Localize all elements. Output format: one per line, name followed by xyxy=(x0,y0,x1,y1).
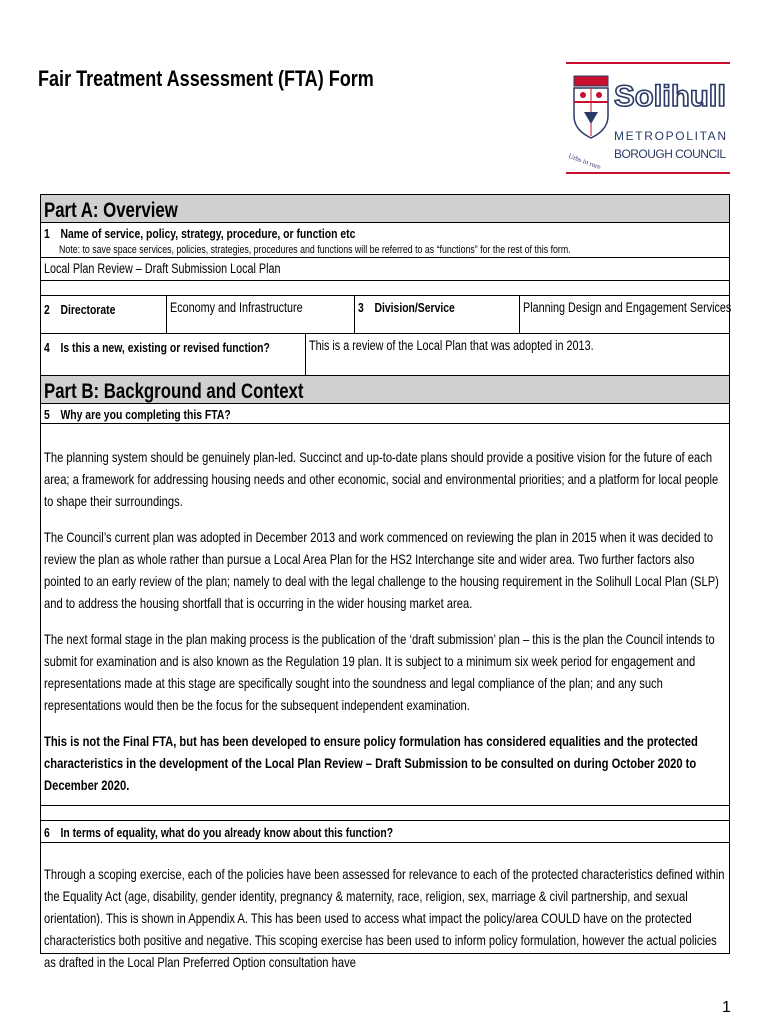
q4-answer[interactable]: This is a review of the Local Plan that was adopted in 2013. xyxy=(309,338,594,353)
q3-number: 3 xyxy=(358,300,364,315)
fta-form xyxy=(40,194,732,970)
q6-paragraph: Through a scoping exercise, each of the policies have been assessed for relevance to each of the protected characteristics defined within the Equality Act (age, disability, gender identity, pregnancy & maternity, race, religion, sex, marriage & civil partnership, and sexual orientation). This is shown in Appendix A. This has been used to access what impact the policy/area COULD have on the protected characteristics both positive and negative. This scoping exercise has been used to inform policy formulation, however the actual policies as drafted in the Local Plan Preferred Option consultation have xyxy=(44,866,725,970)
q5-bold-paragraph: This is not the Final FTA, but has been developed to ensure policy formulation has considered equalities and the protected characteristics in the development of the Local Plan Review – Draft Submission to be consulted on during October 2020 to December 2020. xyxy=(44,733,698,793)
council-logo xyxy=(566,62,730,176)
part-b-heading: Part B: Background and Context xyxy=(41,376,729,404)
q2-q3-row xyxy=(41,296,732,334)
q1-answer[interactable]: Local Plan Review – Draft Submission Local Plan xyxy=(44,261,281,276)
logo-motto: Urbs in rure xyxy=(567,152,602,172)
q6-row xyxy=(41,821,729,843)
q4-row xyxy=(41,334,729,376)
q1-number: 1 xyxy=(44,226,50,241)
q2-label: Directorate xyxy=(60,302,116,317)
council-crest-icon xyxy=(574,76,608,138)
q1-label: Name of service, policy, strategy, procedure, or function etc xyxy=(60,226,356,241)
logo-name: Solihull xyxy=(614,80,726,113)
logo-line2: BOROUGH COUNCIL xyxy=(614,147,726,161)
page-number: 1 xyxy=(722,999,731,1016)
logo-bottom-rule xyxy=(566,172,730,174)
logo-line1: METROPOLITAN xyxy=(614,129,726,143)
q5-number: 5 xyxy=(44,407,50,422)
q5-label: Why are you completing this FTA? xyxy=(60,407,231,422)
q5-paragraph: The Council’s current plan was adopted in December 2013 and work commenced on reviewing the plan in 2015 when it was decided to review the plan as whole rather than pursue a Local Area Plan for the HS2 Interchange site and wider area. Two further factors also pointed to an early review of the plan; namely to deal with the legal challenge to the housing requirement in the Solihull Local Plan (SLP) and to address the housing shortfall that is occurring in the wider housing market area. xyxy=(44,529,719,611)
q5-answer[interactable] xyxy=(41,424,729,806)
q6-label: In terms of equality, what do you already know about this function? xyxy=(60,825,394,840)
q4-label: Is this a new, existing or revised function? xyxy=(60,340,270,355)
q3-answer[interactable]: Planning Design and Engagement Services xyxy=(523,300,732,315)
page-title: Fair Treatment Assessment (FTA) Form xyxy=(38,66,374,91)
q1-row xyxy=(41,223,729,281)
part-a-heading: Part A: Overview xyxy=(41,195,729,223)
q2-number: 2 xyxy=(44,302,50,317)
q5-row xyxy=(41,404,729,424)
q2-answer[interactable]: Economy and Infrastructure xyxy=(170,300,303,315)
q5-paragraph: The planning system should be genuinely plan-led. Succinct and up-to-date plans should provide a positive vision for the future of each area; a framework for addressing housing needs and other economic, social and environmental priorities; and a platform for local people to shape their surroundings. xyxy=(44,449,719,509)
q6-answer[interactable] xyxy=(41,843,729,973)
q5-paragraph: The next formal stage in the plan making process is the publication of the ‘draft submission’ plan – this is the plan the Council intends to submit for examination and is also known as the Regulation 19 plan. It is subject to a minimum six week period for engagement and representations made at this stage are specifically sought into the soundness and legal compliance of the plan; and any such representations would then be the focus for the subsequent independent examination. xyxy=(44,631,715,713)
q3-label: Division/Service xyxy=(374,300,455,315)
q1-note: Note: to save space services, policies, strategies, procedures and functions will be referred to as “functions” for the rest of this form. xyxy=(59,244,571,256)
q6-number: 6 xyxy=(44,825,50,840)
q4-number: 4 xyxy=(44,340,50,355)
